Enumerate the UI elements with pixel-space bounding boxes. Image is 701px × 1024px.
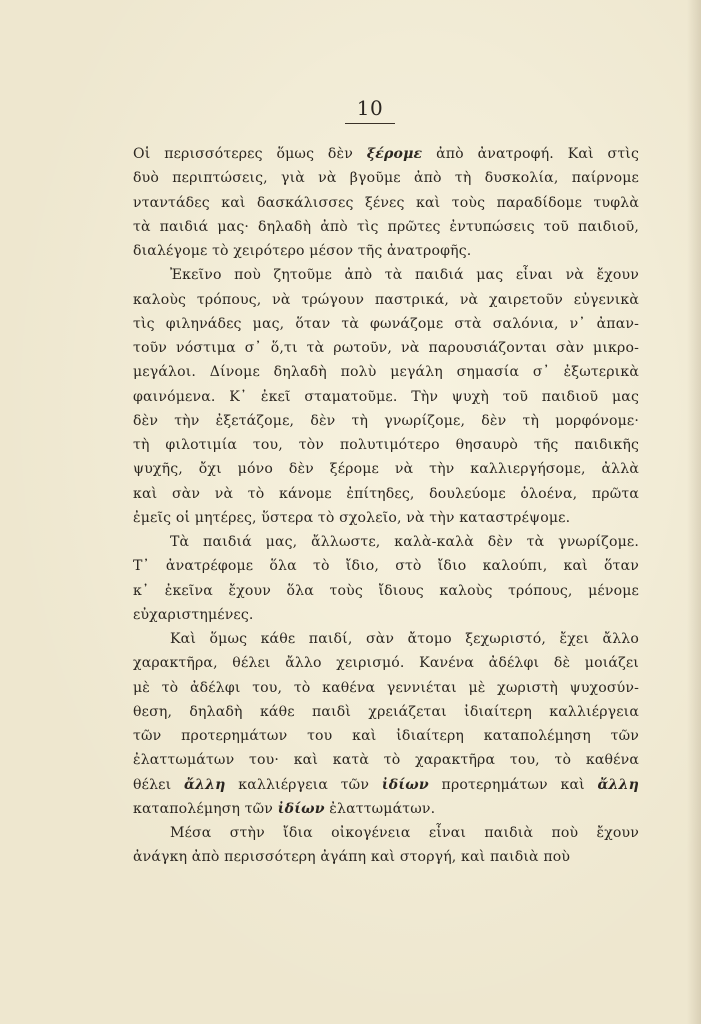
paragraph bbox=[133, 263, 639, 530]
text-line: δὲν τὴν ἐξετάζομε, δὲν τὴ γνωρίζομε, δὲν τὴ μορφόνομε· bbox=[133, 412, 639, 429]
text-line: Μέσα στὴν ἴδια οἰκογένεια εἶναι παιδιὰ ποὺ ἔχουν bbox=[170, 825, 639, 841]
text-line: Ἐκεῖνο ποὺ ζητοῦμε ἀπὸ τὰ παιδιά μας εἶναι νὰ ἔχουν bbox=[170, 267, 639, 284]
text-line: ἀνάγκη ἀπὸ περισσότερη ἀγάπη καὶ στοργή, καὶ παιδιὰ ποὺ bbox=[133, 849, 571, 866]
text-line: τὶς φιληνάδες μας, ὅταν τὰ φωνάζομε στὰ σαλόνια, ν᾽ ἀπαν- bbox=[133, 315, 639, 332]
text-line: μὲ τὸ ἀδέλφι του, τὸ καθένα γεννιέται μὲ χωριστὴ ψυχοσύν- bbox=[133, 679, 639, 696]
text-line: φαινόμενα. Κ᾽ ἐκεῖ σταματοῦμε. Τὴν ψυχὴ τοῦ παιδιοῦ μας bbox=[133, 388, 639, 405]
text-line: τῶν προτερημάτων του καὶ ἰδιαίτερη καταπολέμηση τῶν bbox=[133, 728, 639, 744]
text-line: μεγάλοι. Δίνομε δηλαδὴ πολὺ μεγάλη σημασία σ᾽ ἐξωτερικὰ bbox=[133, 364, 639, 381]
body-text bbox=[133, 142, 639, 870]
emphasized-word: ἰδίων bbox=[277, 800, 325, 817]
paragraph bbox=[133, 530, 639, 627]
page-number: 10 bbox=[356, 96, 384, 120]
text-line: εὐχαριστημένες. bbox=[133, 606, 254, 623]
text-line: τὴ φιλοτιμία του, τὸν πολυτιμότερο θησαυρὸ τῆς παιδικῆς bbox=[133, 437, 639, 453]
text-line: θέλει ἄλλη καλλιέργεια τῶν ἰδίων προτερημάτων καὶ ἄλλη bbox=[133, 776, 640, 793]
text-line: χαρακτῆρα, θέλει ἄλλο χειρισμό. Κανένα ἀδέλφι δὲ μοιάζει bbox=[133, 655, 639, 672]
text-line: καὶ σὰν νὰ τὸ κάνομε ἐπίτηδες, δουλεύομε ὁλοένα, πρῶτα bbox=[133, 485, 639, 502]
emphasized-word: ἄλλη bbox=[184, 776, 226, 793]
text-line: Καὶ ὅμως κάθε παιδί, σὰν ἄτομο ξεχωριστό, ἔχει ἄλλο bbox=[170, 631, 639, 647]
text-line: Τὰ παιδιά μας, ἄλλωστε, καλὰ-καλὰ δὲν τὰ γνωρίζομε. bbox=[170, 534, 639, 550]
text-line: κ᾽ ἐκεῖνα ἔχουν ὅλα τοὺς ἴδιους καλοὺς τρόπους, μένομε bbox=[133, 582, 639, 599]
text-line: νταντάδες καὶ δασκάλισσες ξένες καὶ τοὺς παραδίδομε τυφλὰ bbox=[133, 194, 639, 211]
text-line: τὰ παιδιά μας· δηλαδὴ ἀπὸ τὶς πρῶτες ἐντυπώσεις τοῦ παιδιοῦ, bbox=[133, 218, 639, 235]
text-line: ἐμεῖς οἱ μητέρες, ὕστερα τὸ σχολεῖο, νὰ τὴν καταστρέψομε. bbox=[133, 509, 571, 526]
text-line: τοῦν νόστιμα σ᾽ ὅ,τι τὰ ρωτοῦν, νὰ παρουσιάζονται σὰν μικρο- bbox=[133, 340, 639, 356]
text-line: ἐλαττωμάτων του· καὶ κατὰ τὸ χαρακτῆρα του, τὸ καθένα bbox=[133, 752, 639, 769]
text-line: καταπολέμηση τῶν ἰδίων ἐλαττωμάτων. bbox=[133, 800, 436, 817]
text-line: καλοὺς τρόπους, νὰ τρώγουν παστρικά, νὰ χαιρετοῦν εὐγενικὰ bbox=[133, 291, 639, 308]
paragraph bbox=[133, 142, 639, 263]
paragraph bbox=[133, 627, 639, 821]
page-edge-shadow bbox=[687, 0, 701, 1024]
emphasized-word: ἰδίων bbox=[381, 776, 429, 793]
text-line: θεση, δηλαδὴ κάθε παιδὶ χρειάζεται ἰδιαίτερη καλλιέργεια bbox=[133, 703, 639, 720]
page-number-rule bbox=[345, 123, 395, 124]
emphasized-word: ἄλλη bbox=[597, 776, 640, 793]
text-line: ψυχῆς, ὄχι μόνο δὲν ξέρομε νὰ τὴν καλλιεργήσομε, ἀλλὰ bbox=[133, 461, 639, 478]
text-line: Οἱ περισσότερες ὅμως δὲν ξέρομε ἀπὸ ἀνατροφή. Καὶ στὶς bbox=[133, 146, 639, 162]
emphasized-word: ξέρομε bbox=[366, 146, 423, 162]
text-line: δυὸ περιπτώσεις, γιὰ νὰ βγοῦμε ἀπὸ τὴ δυσκολία, παίρνομε bbox=[133, 170, 639, 187]
text-line: Τ᾽ ἀνατρέφομε ὅλα τὸ ἴδιο, στὸ ἴδιο καλούπι, καὶ ὅταν bbox=[133, 558, 639, 575]
paragraph bbox=[133, 821, 639, 870]
text-line: διαλέγομε τὸ χειρότερο μέσον τῆς ἀνατροφῆς. bbox=[133, 243, 472, 259]
